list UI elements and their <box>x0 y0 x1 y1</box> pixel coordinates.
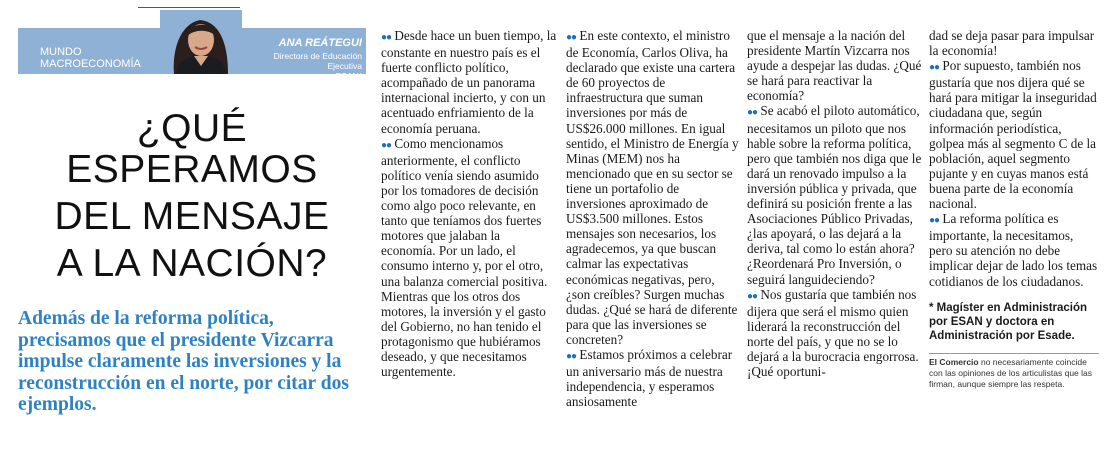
author-name: ANA REÁTEGUI <box>278 37 362 49</box>
article-column-1 <box>381 28 557 379</box>
section-label <box>40 46 141 70</box>
author-role <box>250 51 362 81</box>
headline-line: DEL MENSAJE <box>54 195 330 238</box>
paragraph-text: que el mensaje a la nación del presidente Martín Vizcarra nos ayude a despejar las dudas. ¿Qué se hará para reactivar la economía? <box>747 28 922 104</box>
publisher-name: El Comercio <box>929 356 979 367</box>
disclaimer-text: no necesariamente coincide con las opiniones de los articulistas que las firman, aunque siempre las respeta. <box>929 356 1093 389</box>
bullet-icon: ●● <box>381 32 392 43</box>
headline <box>18 108 366 290</box>
headline-line: A LA NACIÓN? <box>56 242 328 285</box>
paragraph-text: Por supuesto, también nos gustaría que nos dijera qué se hará para mitigar la inseguridad ciudadana que, según información periodística, golpea más al segmento C de la población, aquel segmento pujante y en cuyas manos está buena parte de la economía nacional. <box>929 58 1097 212</box>
paragraph <box>381 28 557 136</box>
bullet-icon: ●● <box>381 139 392 151</box>
paragraph-text: Desde hace un buen tiempo, la constante en nuestro país es el fuerte conflicto político, acompañado de un panorama internacional incierto, y con un acentuado enfriamiento de la economía peruana. <box>381 28 557 136</box>
lead-paragraph: Además de la reforma política, precisamos que el presidente Vizcarra impulse claramente las inversiones y la reconstrucción en el norte, por citar dos ejemplos. <box>18 308 349 415</box>
article-column-3 <box>747 28 923 379</box>
paragraph <box>929 28 1099 58</box>
paragraph-text: Nos gustaría que también nos dijera que será el mismo quien liderará la reconstrucción del norte del país, y que no se lo dejará a la burocracia engorrosa. ¡Qué oportuni- <box>747 286 919 380</box>
paragraph <box>747 287 923 380</box>
author-role-line: Directora de Educación Ejecutiva <box>273 51 362 71</box>
section-label-line: MACROECONOMÍA <box>40 58 141 70</box>
paragraph-text: La reforma política es importante, la necesitamos, pero su atención no debe implicar dejar de lado los temas cotidianos de los ciudadanos. <box>929 211 1098 289</box>
bullet-icon: ●● <box>747 107 758 119</box>
article-column-2 <box>566 28 742 409</box>
headline-line: ¿QUÉ ESPERAMOS <box>66 107 318 191</box>
bullet-icon: ●● <box>929 62 940 74</box>
paragraph <box>747 28 923 103</box>
author-bio: * Magíster en Administración por ESAN y doctora en Administración por Esade. <box>929 301 1088 342</box>
paragraph-text: Se acabó el piloto automático, necesitamos un piloto que nos hable sobre la reforma política, pero que también nos diga que le dará un renovado impulso a la inversión pública y privada, que definirá su posición frente a las Asociaciones Público Privadas, ¿las apoyará, o las dejará a la deriva, tal como lo están ahora? ¿Reordenará Pro Inversión, o seguirá languideciendo? <box>747 103 922 287</box>
paragraph <box>747 103 923 286</box>
paragraph <box>566 28 742 347</box>
paragraph <box>381 136 557 380</box>
bullet-icon: ●● <box>566 32 577 43</box>
bullet-icon: ●● <box>747 290 758 302</box>
author-photo <box>160 10 242 74</box>
bullet-icon: ●● <box>929 215 940 227</box>
bullet-icon: ●● <box>566 350 577 362</box>
top-rule <box>138 7 240 8</box>
paragraph <box>566 347 742 409</box>
paragraph-text: Estamos próximos a celebrar un aniversario más de nuestra independencia, y esperamos ansiosamente <box>566 346 733 410</box>
paragraph-text: Como mencionamos anteriormente, el conflicto político venía siendo asumido por los tomadores de decisión como algo poco relevante, en tanto que teníamos dos fuertes motores que jalaban la economía. Por un lado, el consumo interno y, por el otro, una balanza comercial positiva. Mientras que los otros dos motores, la inversión y el gasto del Gobierno, no han tenido el protagonismo que hubiéramos deseado, y que necesitamos urgentemente. <box>381 135 548 380</box>
section-label-line: MUNDO <box>40 46 82 58</box>
paragraph <box>929 211 1099 288</box>
author-role-line: en ESAN* <box>323 71 362 81</box>
paragraph-text: En este contexto, el ministro de Economía, Carlos Oliva, ha declarado que existe una cartera de 60 proyectos de infraestructura que suman inversiones por más de US$26.000 millones. En igual sentido, el Ministro de Energía y Minas (MEM) nos ha mencionado que en su sector se tiene un portafolio de inversiones aproximado de US$3.500 millones. Estos mensajes son necesarios, los agradecemos, ya que buscan calmar las expectativas económicas negativas, pero, ¿son creíbles? Surgen muchas dudas. ¿Qué se hará de diferente para que las inversiones se concreten? <box>566 28 739 347</box>
paragraph <box>929 58 1099 211</box>
paragraph-text: dad se deja pasar para impulsar la economía! <box>929 28 1095 59</box>
article-column-4 <box>929 28 1099 390</box>
publisher-disclaimer <box>929 353 1099 390</box>
author-block <box>250 37 362 81</box>
